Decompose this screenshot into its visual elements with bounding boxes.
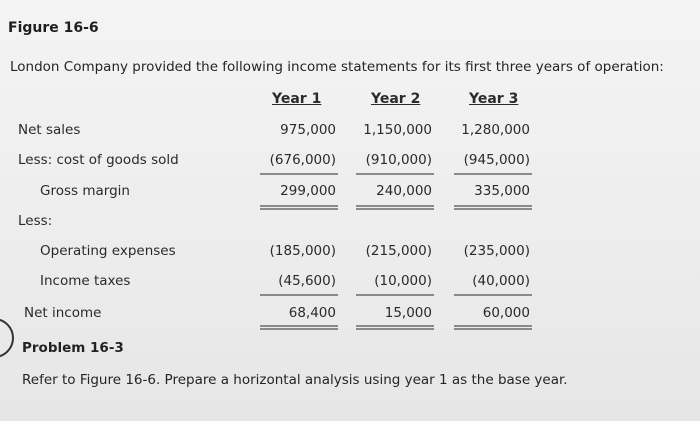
cogs-year-3: (945,000) bbox=[463, 152, 530, 168]
intro-text: London Company provided the following income statements for its first three years of operation: bbox=[10, 59, 664, 75]
net-income-year-1: 68,400 bbox=[288, 305, 336, 321]
rule-cogs-year-2 bbox=[356, 173, 434, 175]
cogs-year-1: (676,000) bbox=[269, 152, 336, 168]
net-sales-year-1: 975,000 bbox=[280, 122, 336, 138]
taxes-year-3: (40,000) bbox=[472, 273, 530, 289]
cogs-year-2: (910,000) bbox=[365, 152, 432, 168]
double-rule-gross-year-2 bbox=[356, 205, 434, 210]
double-rule-gross-year-1 bbox=[260, 205, 338, 210]
row-label-less: Less: bbox=[18, 213, 53, 229]
column-header-year-3: Year 3 bbox=[469, 91, 519, 107]
row-label-operating-expenses: Operating expenses bbox=[40, 243, 176, 259]
rule-cogs-year-3 bbox=[454, 173, 532, 175]
problem-title: Problem 16-3 bbox=[22, 340, 124, 356]
double-rule-net-year-1 bbox=[260, 325, 338, 330]
circle-mark-icon bbox=[0, 318, 14, 358]
net-sales-year-3: 1,280,000 bbox=[461, 122, 530, 138]
column-header-year-1: Year 1 bbox=[272, 91, 322, 107]
row-label-income-taxes: Income taxes bbox=[40, 273, 131, 289]
row-label-gross-margin: Gross margin bbox=[40, 183, 130, 199]
rule-cogs-year-1 bbox=[260, 173, 338, 175]
opex-year-3: (235,000) bbox=[463, 243, 530, 259]
rule-taxes-year-3 bbox=[454, 294, 532, 296]
opex-year-2: (215,000) bbox=[365, 243, 432, 259]
net-sales-year-2: 1,150,000 bbox=[363, 122, 432, 138]
net-income-year-2: 15,000 bbox=[384, 305, 432, 321]
gross-margin-year-1: 299,000 bbox=[280, 183, 336, 199]
figure-title: Figure 16-6 bbox=[8, 20, 99, 36]
double-rule-net-year-3 bbox=[454, 325, 532, 330]
rule-taxes-year-1 bbox=[260, 294, 338, 296]
row-label-net-sales: Net sales bbox=[18, 122, 81, 138]
net-income-year-3: 60,000 bbox=[482, 305, 530, 321]
rule-taxes-year-2 bbox=[356, 294, 434, 296]
double-rule-net-year-2 bbox=[356, 325, 434, 330]
column-header-year-2: Year 2 bbox=[371, 91, 421, 107]
taxes-year-1: (45,600) bbox=[278, 273, 336, 289]
taxes-year-2: (10,000) bbox=[374, 273, 432, 289]
double-rule-gross-year-3 bbox=[454, 205, 532, 210]
opex-year-1: (185,000) bbox=[269, 243, 336, 259]
gross-margin-year-2: 240,000 bbox=[376, 183, 432, 199]
row-label-net-income: Net income bbox=[24, 305, 102, 321]
row-label-cogs: Less: cost of goods sold bbox=[18, 152, 179, 168]
problem-text: Refer to Figure 16-6. Prepare a horizontal analysis using year 1 as the base year. bbox=[22, 372, 568, 388]
gross-margin-year-3: 335,000 bbox=[474, 183, 530, 199]
